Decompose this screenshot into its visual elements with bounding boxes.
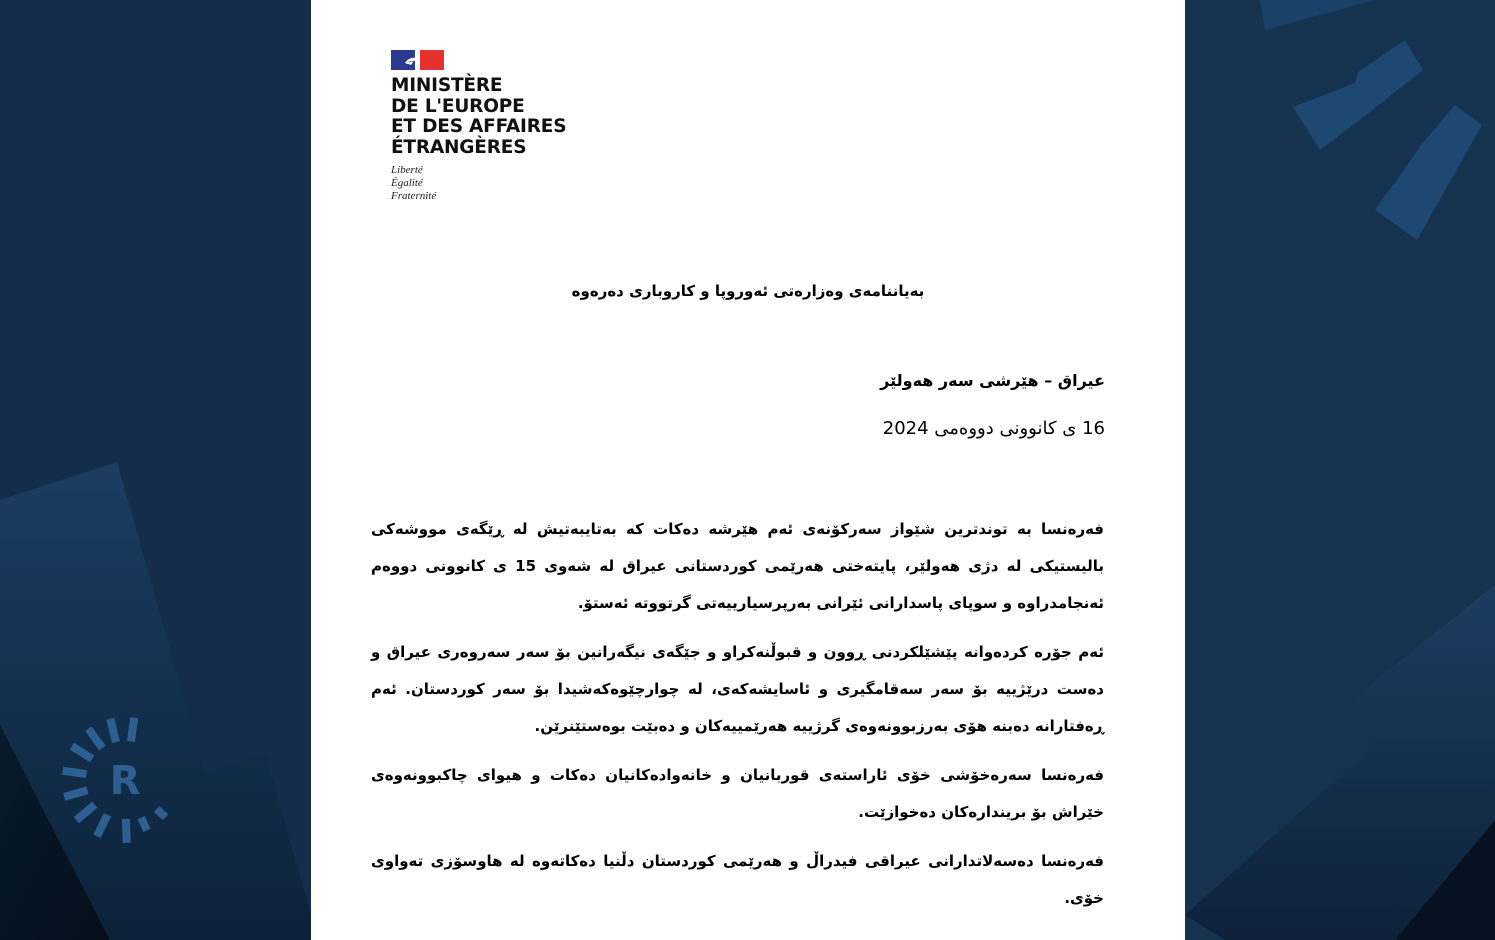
ministry-line: ÉTRANGÈRES xyxy=(391,136,527,158)
statement-document xyxy=(311,0,1185,940)
right-background-panel xyxy=(1185,0,1495,940)
marianne-icon xyxy=(403,55,421,67)
body-paragraph: ئەم جۆرە کردەوانە پێشێلکردنی ڕوون و قبوڵنەکراو و جێگەی نیگەرانین بۆ سەر سەروەری عیراق و دەست درێژییە بۆ سەر سەقامگیری و ئاسایشەکەی، لە چوارچێوەکەشیدا بۆ سەر کوردستان. ئەم ڕەفتارانە دەبنە هۆی بەرزبوونەوەی گرژییە هەرێمییەکان و دەبێت بوەستێنرێن. xyxy=(371,643,1104,735)
rudaw-logo-icon xyxy=(62,710,192,850)
republic-motto xyxy=(391,164,591,203)
body-paragraph: فەرەنسا سەرەخۆشی خۆی ئاراستەی قوربانیان و خانەوادەکانیان دەکات و هیوای چاکبوونەوەی خێراش بۆ بریندارەکان دەخوازێت. xyxy=(371,766,1104,821)
ministry-line: DE L'EUROPE xyxy=(391,95,525,117)
motto-line: Fraternité xyxy=(391,190,437,202)
watermark-letter: R xyxy=(109,758,141,804)
ministry-line: MINISTÈRE xyxy=(391,75,503,96)
motto-line: Liberté xyxy=(391,164,423,176)
body-paragraph: فەرەنسا بە توندترین شێواز سەرکۆنەی ئەم هێرشە دەکات کە بەتایبەتیش لە ڕێگەی مووشەکی بالیستیکی لە دژی هەولێر، پایتەختی هەرێمی کوردستانی عیراق لە شەوی 15 ی کانوونی دووەم ئەنجامدراوە و سوپای پاسدارانی ئێرانی بەرپرسیارییەتی گرتووتە ئەستۆ. xyxy=(371,520,1104,612)
motto-line: Égalité xyxy=(391,177,423,189)
statement-date: 16 ی کانوونی دووەمی 2024 xyxy=(882,418,1105,439)
statement-subject: عیراق – هێرشی سەر هەولێر xyxy=(880,371,1105,390)
body-paragraph: فەرەنسا دەسەلاتدارانی عیراقی فیدراڵ و هەرێمی کوردستان دڵنیا دەکاتەوە لە هاوسۆزی تەواوی خۆی. xyxy=(371,852,1104,907)
statement-body xyxy=(371,511,1104,929)
french-flag-icon xyxy=(391,50,444,70)
ministry-logo xyxy=(391,50,591,203)
statement-heading: بەیاننامەی وەزارەتی ئەوروپا و کاروباری دەرەوە xyxy=(571,282,925,300)
ministry-name xyxy=(391,76,591,158)
background-shapes-right xyxy=(1185,0,1495,940)
left-background-panel xyxy=(0,0,311,940)
ministry-line: ET DES AFFAIRES xyxy=(391,116,567,137)
